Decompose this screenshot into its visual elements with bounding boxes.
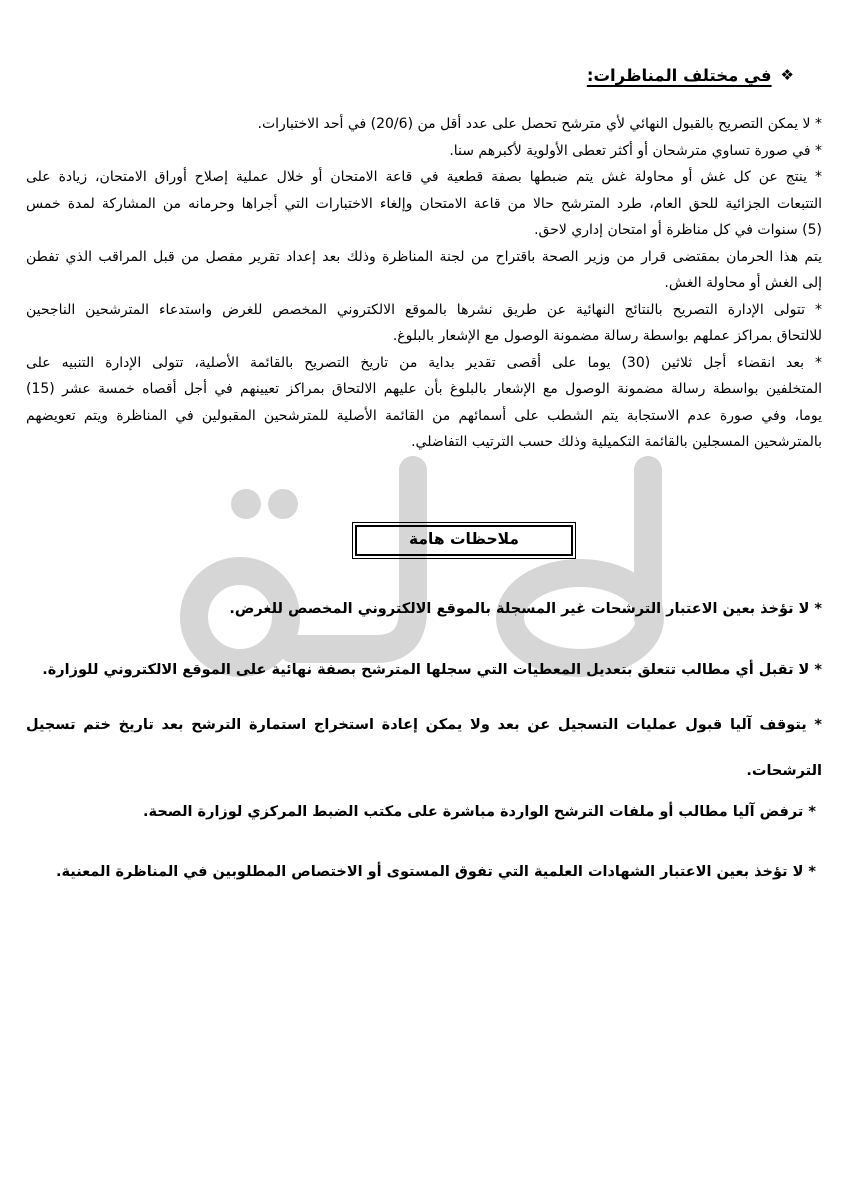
notes-box-title: ملاحظات هامة [355, 525, 573, 556]
note-item [26, 596, 822, 623]
body-line: يوما، وفي صورة عدم الاستجابة يتم الشطب على أسمائهم من القائمة الأصلية للمترشحين المقبولين في المناظرة ويتم تعويضهم [26, 407, 822, 424]
body-line: إلى الغش أو محاولة الغش. [664, 275, 822, 291]
section-heading-text: في مختلف المناظرات: [586, 66, 772, 85]
body-line: * في صورة تساوي مترشحان أو أكثر تعطى الأولوية لأكبرهم سنا. [449, 142, 822, 159]
note-line: * لا تؤخذ بعين الاعتبار الترشحات غير المسجلة بالموقع الالكتروني المخصص للغرض. [229, 600, 822, 617]
body-line: التتبعات الجزائية للحق العام، طرد المترشح حالا من قاعة الامتحان وإلغاء الاختبارات التي أجراها وحرمانه من المشاركة لمدة خمس [26, 195, 822, 212]
note-item [26, 799, 822, 826]
body-line: يتم هذا الحرمان بمقتضى قرار من وزير الصحة باقتراح من لجنة المناظرة وذلك بعد إعداد تقرير مفصل من قبل المراقب الذي تفطن [26, 248, 822, 265]
body-line: المتخلفين بواسطة رسالة مضمونة الوصول مع الإشعار بالبلوغ بأن عليهم الالتحاق بمراكز تعيينهم في أجل أقصاه خمسة عشر (15) [26, 381, 822, 397]
notes-box-container [26, 522, 822, 559]
body-line: * تتولى الإدارة التصريح بالنتائج النهائية عن طريق نشرها بالموقع الالكتروني المخصص للغرض واستدعاء المترشحين الناجحين [26, 301, 822, 318]
body-line: * بعد انقضاء أجل ثلاثين (30) يوما على أقصى تقدير بداية من تاريخ التصريح بالقائمة الأصلية، تتولى الإدارة التنبيه على [26, 354, 822, 371]
notes-box-border [352, 522, 576, 559]
body-paragraphs [26, 111, 822, 456]
body-line: * ينتج عن كل غش أو محاولة غش يتم ضبطها بصفة قطعية في قاعة الامتحان أو خلال عملية إصلاح أوراق الامتحان، زيادة على [26, 169, 822, 185]
note-line: * ترفض آليا مطالب أو ملفات الترشح الواردة مباشرة على مكتب الضبط المركزي لوزارة الصحة. [143, 803, 816, 820]
body-line: بالمترشحين المسجلين بالقائمة التكميلية وذلك حسب الترتيب التفاضلي. [411, 434, 822, 450]
note-line: * لا تؤخذ بعين الاعتبار الشهادات العلمية التي تفوق المستوى أو الاختصاص المطلوبين في المناظرة المعنية. [55, 863, 816, 880]
note-line: * يتوقف آليا قبول عمليات التسجيل عن بعد ولا يمكن إعادة استخراج استمارة الترشح بعد تاريخ ختم تسجيل [26, 716, 822, 733]
diamond-bullet-icon: ❖ [780, 66, 794, 84]
body-line: للالتحاق بمراكز عملهم بواسطة رسالة مضمونة الوصول مع الإشعار بالبلوغ. [392, 328, 822, 344]
section-heading [26, 66, 822, 85]
note-line: * لا تقبل أي مطالب تتعلق بتعديل المعطيات التي سجلها المترشح بصفة نهائية على الموقع الالكتروني للوزارة. [42, 661, 822, 678]
note-item [26, 657, 822, 684]
body-line: * لا يمكن التصريح بالقبول النهائي لأي مترشح تحصل على عدد أقل من (20/6) في أحد الاختبارات. [257, 116, 822, 132]
note-item [26, 712, 822, 785]
note-item [26, 859, 822, 886]
notes-list [26, 596, 822, 886]
note-line: الترشحات. [746, 762, 822, 779]
body-line: (5) سنوات في كل مناظرة أو امتحان إداري لاحق. [534, 222, 822, 238]
